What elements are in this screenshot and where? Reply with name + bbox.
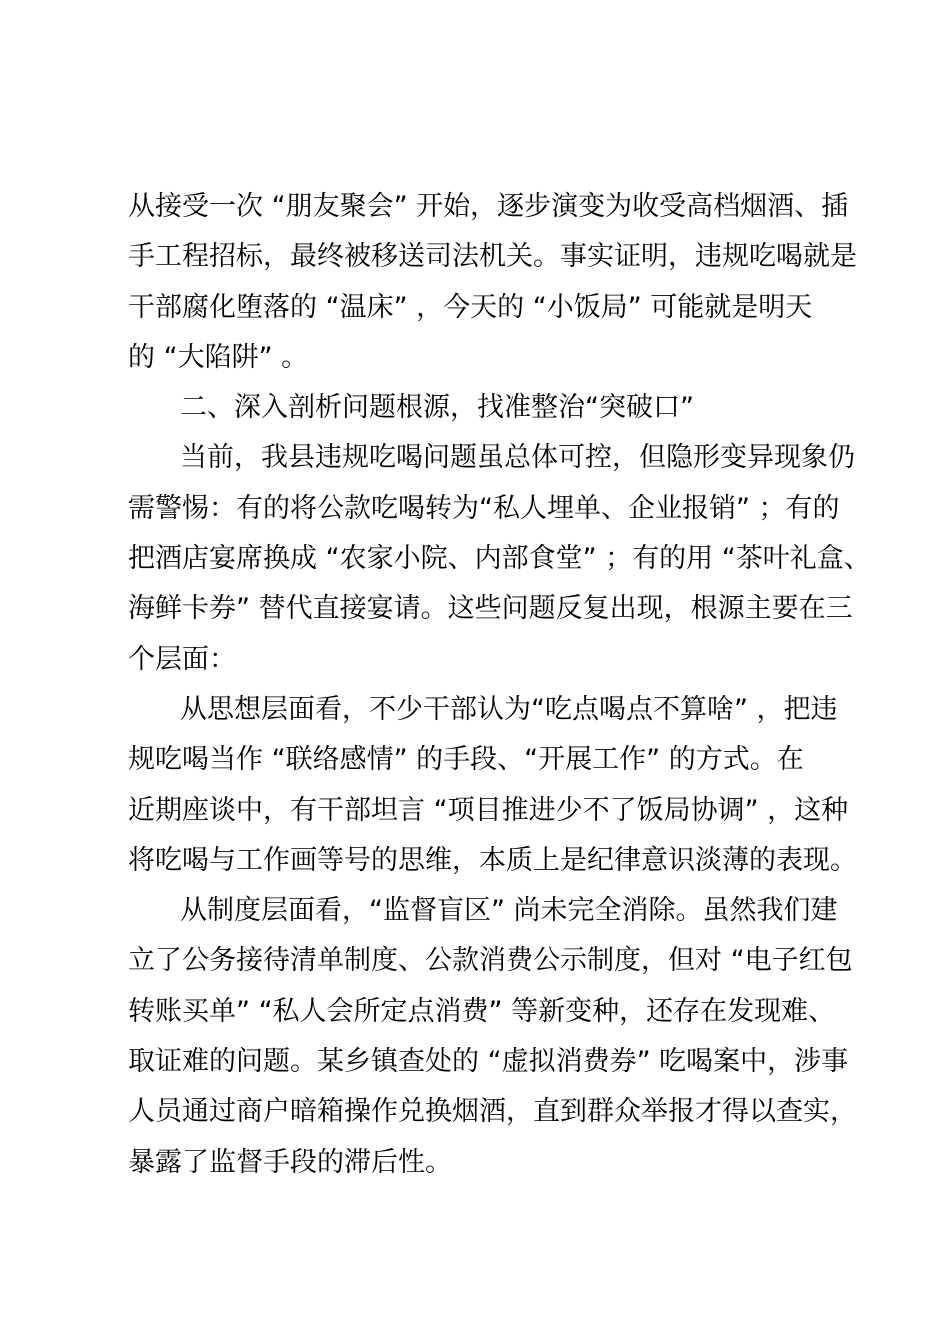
text-line: 从接受一次 “朋友聚会” 开始，逐步演变为收受高档烟酒、插: [128, 191, 849, 222]
text-line: 将吃喝与工作画等号的思维，本质上是纪律意识淡薄的表现。: [128, 844, 857, 876]
body-text: [128, 182, 928, 1188]
text-line: 暴露了监督手段的滞后性。: [128, 1146, 452, 1178]
text-line: 个层面：: [128, 643, 236, 675]
text-line: 规吃喝当作 “联络感情” 的手段、“开展工作” 的方式。在: [128, 744, 804, 776]
section-heading: 二、深入剖析问题根源，找准整治“突破口”: [180, 392, 694, 424]
text-line: 干部腐化堕落的 “温床” ，今天的 “小饭局” 可能就是明天: [128, 291, 813, 323]
text-line: 从思想层面看，不少干部认为“吃点喝点不算啥” ，把违: [180, 693, 838, 725]
text-line: 需警惕：有的将公款吃喝转为“私人埋单、企业报销” ；有的: [128, 492, 840, 524]
text-line: 近期座谈中，有干部坦言 “项目推进少不了饭局协调” ，这种: [128, 794, 849, 826]
text-line: 人员通过商户暗箱操作兑换烟酒，直到群众举报才得以查实，: [128, 1096, 857, 1128]
text-line: 立了公务接待清单制度、公款消费公示制度，但对 “电子红包: [128, 945, 853, 977]
text-line: 手工程招标，最终被移送司法机关。事实证明，违规吃喝就是: [128, 241, 857, 273]
text-line: 从制度层面看，“监督盲区” 尚未完全消除。虽然我们建: [180, 895, 838, 927]
text-line: 把酒店宴席换成 “农家小院、内部食堂” ；有的用 “茶叶礼盒、: [128, 543, 871, 575]
text-line: 当前，我县违规吃喝问题虽总体可控，但隐形变异现象仍: [180, 442, 855, 474]
text-line: 取证难的问题。某乡镇查处的 “虚拟消费券” 吃喝案中，涉事: [128, 1046, 849, 1078]
text-line: 海鲜卡券” 替代直接宴请。这些问题反复出现，根源主要在三: [128, 593, 853, 625]
text-line: 转账买单” “私人会所定点消费” 等新变种，还存在发现难、: [128, 995, 836, 1027]
text-line: 的 “大陷阱” 。: [128, 341, 309, 373]
